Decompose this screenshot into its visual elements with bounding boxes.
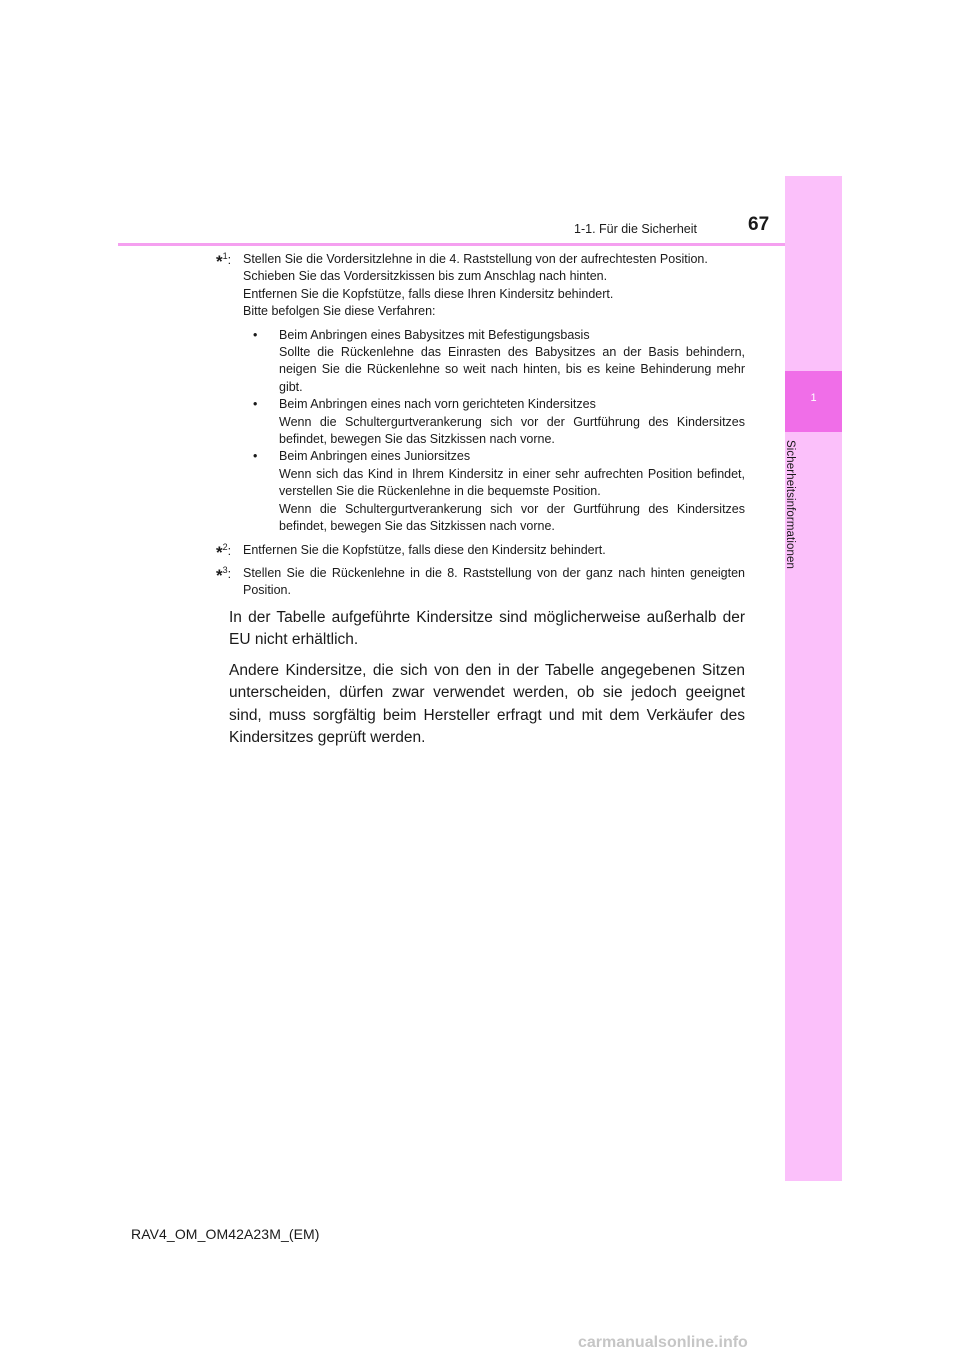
- procedure-list: [243, 327, 745, 536]
- list-item: [253, 448, 745, 535]
- chapter-number: 1: [810, 392, 817, 404]
- list-item-heading: • Beim Anbringen eines Babysitzes mit Befestigungsbasis: [279, 327, 590, 342]
- list-item-text: Sollte die Rückenlehne das Einrasten des Babysitzes an der Basis behindern, neigen Sie die Rückenlehne so weit nach hinten, bis es keine Behinderung mehr gibt.: [279, 345, 745, 394]
- page-content: [216, 251, 745, 758]
- document-code: RAV4_OM_OM42A23M_(EM): [131, 1226, 320, 1242]
- footnote-2: [216, 541, 745, 562]
- body-paragraph: Andere Kindersitze, die sich von den in der Tabelle angegebenen Sitzen unterscheiden, dürfen zwar verwendet werden, ob sie jedoch geeignet sind, muss sorgfältig beim Hersteller erfragt und mit dem Verkäufer des Kindersitzes geprüft werden.: [229, 661, 745, 747]
- list-item-heading: • Beim Anbringen eines Juniorsitzes: [279, 449, 471, 464]
- list-item: [253, 396, 745, 448]
- footnote-text: Stellen Sie die Rückenlehne in die 8. Raststellung von der ganz nach hinten geneigten Position.: [243, 565, 745, 598]
- header-rule: [118, 243, 842, 246]
- footnote-text: Entfernen Sie die Kopfstütze, falls diese den Kindersitz behindert.: [243, 542, 606, 557]
- footnote-line: Bitte befolgen Sie diese Verfahren:: [243, 304, 436, 319]
- watermark: carmanualsonline.info: [578, 1334, 748, 1351]
- list-item-text: Wenn sich das Kind in Ihrem Kindersitz in einer sehr aufrechten Position befindet, verstellen Sie die Rückenlehne in die bequemste Position.: [279, 466, 745, 499]
- body-paragraph: In der Tabelle aufgeführte Kindersitze sind möglicherweise außerhalb der EU nicht erhältlich.: [229, 608, 745, 649]
- footnote-marker: *$^1$:: [216, 251, 232, 271]
- footnote-1: [216, 251, 745, 536]
- list-item: [253, 327, 745, 397]
- footnote-marker: *$^3$:: [216, 564, 232, 585]
- footnote-marker: *$^2$:: [216, 541, 232, 562]
- footnote-line: Schieben Sie das Vordersitzkissen bis zum Anschlag nach hinten.: [243, 269, 608, 284]
- footnote-line: Entfernen Sie die Kopfstütze, falls diese Ihren Kindersitz behindert.: [243, 286, 614, 301]
- side-tab: [785, 176, 842, 1181]
- chapter-title: Sicherheitsinformationen: [784, 440, 796, 569]
- section-title: 1-1. Für die Sicherheit: [574, 222, 697, 236]
- list-item-heading: • Beim Anbringen eines nach vorn gerichteten Kindersitzes: [279, 397, 596, 412]
- page-number: 67: [748, 214, 770, 235]
- footnote-3: [216, 565, 745, 600]
- list-item-text: Wenn die Schultergurtverankerung sich vor der Gurtführung des Kindersitzes befindet, bewegen Sie das Sitzkissen nach vorne.: [279, 501, 745, 534]
- list-item-text: Wenn die Schultergurtverankerung sich vor der Gurtführung des Kindersitzes befindet, bewegen Sie das Sitzkissen nach vorne.: [279, 414, 745, 447]
- footnote-line: Stellen Sie die Vordersitzlehne in die 4. Raststellung von der aufrechtesten Position.: [243, 252, 708, 266]
